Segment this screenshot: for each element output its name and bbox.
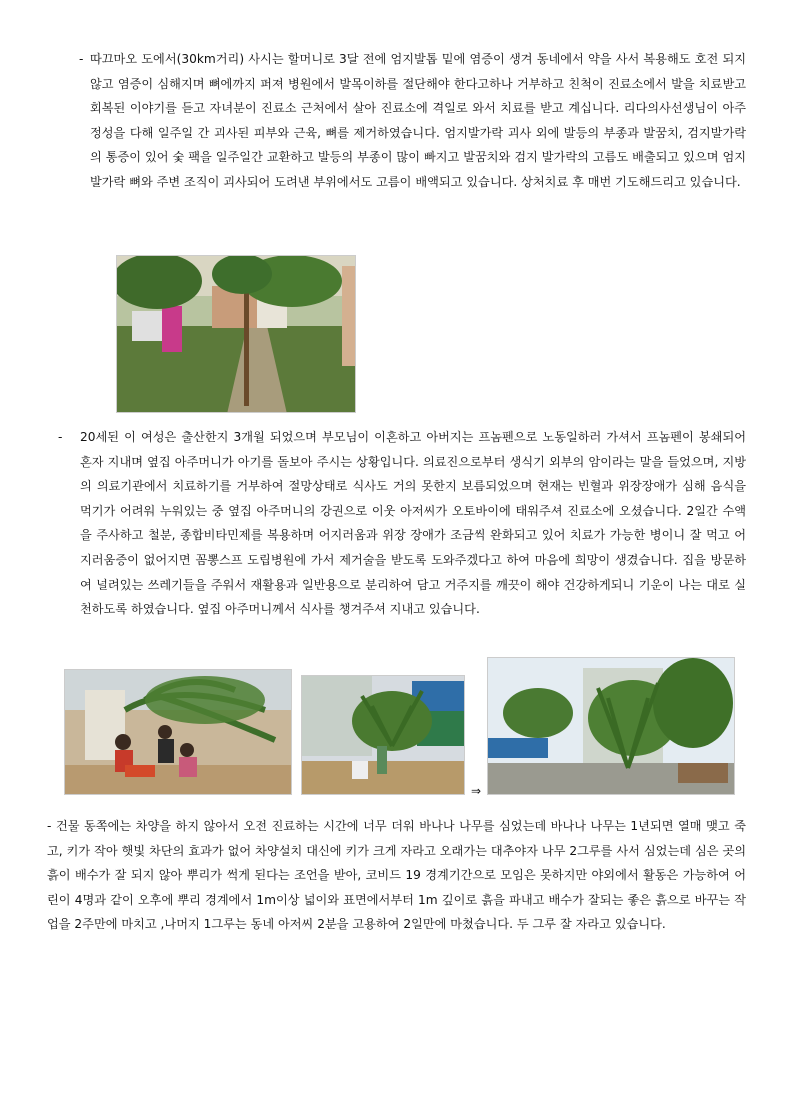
paragraph-3-text: - 건물 동쪽에는 차양을 하지 않아서 오전 진료하는 시간에 너무 더워 바나나 나무를 심었는데 바나나 나무는 1년되면 열매 맺고 죽고, 키가 작아 햇빛 차단의 효과가 없어 차양설치 대신에 키가 크게 자라고 오래가는 대추야자 나무 2그루를 사서 심었는데 심은 곳의 흙이 배수가 잘 되지 않아 뿌리가 썩게 된다는 조언을 받아, 코비드 19 경계기간으로 모임은 못하지만 야외에서 활동은 가능하여 어린이 4명과 같이 오후에 뿌리 경계에서 1m이상 넓이와 표면에서부터 1m 깊이로 흙을 파내고 배수가 잘되는 좋은 흙으로 바꾸는 작업을 2주만에 마치고 ,나머지 1그루는 동네 아저씨 2분을 고용하여 2일만에 마쳤습니다. 두 그루 잘 자라고 있습니다. [47, 819, 746, 932]
arrow-glyph: ⇒ [471, 784, 482, 798]
paragraph-3 [47, 814, 746, 937]
palm-planting-photo [301, 675, 465, 795]
grown-palms-image [488, 658, 735, 795]
list-dash: - [58, 430, 63, 444]
yard-photo [116, 255, 356, 413]
children-digging-photo [64, 669, 292, 795]
grown-palms-photo [487, 657, 735, 795]
paragraph-1-text: 따끄마오 도에서(30km거리) 사시는 할머니로 3달 전에 엄지발톱 밑에 염증이 생겨 동네에서 약을 사서 복용해도 호전 되지 않고 염증이 심해지며 뼈에까지 퍼져 병원에서 발목이하를 절단해야 한다고하나 거부하고 친척이 진료소에서 발을 치료받고 회복된 이야기를 듣고 자녀분이 진료소 근처에서 살아 진료소에 격일로 와서 치료를 받고 계십니다. 리다의사선생님이 아주 정성을 다해 일주일 간 괴사된 피부와 근육, 뼈를 제거하였습니다. 엄지발가락 괴사 외에 발등의 부종과 발꿈치, 검지발가락의 통증이 있어 숯 팩을 일주일간 교환하고 발등의 부종이 많이 빠지고 발꿈치와 검지 발가락의 고름도 배출되고 있으며 엄지발가락 뼈와 주변 조직이 괴사되어 도려낸 부위에서도 고름이 배액되고 있습니다. 상처치료 후 매번 기도해드리고 있습니다. [90, 52, 746, 189]
list-dash: - [79, 52, 84, 66]
paragraph-2 [80, 425, 746, 622]
yard-photo-image [117, 256, 356, 413]
children-digging-image [65, 670, 292, 795]
paragraph-1 [90, 47, 746, 195]
palm-planting-image [302, 676, 465, 795]
paragraph-2-text: 20세된 이 여성은 출산한지 3개월 되었으며 부모님이 이혼하고 아버지는 프놈펜으로 노동일하러 가셔서 프놈펜이 봉쇄되어 혼자 지내며 옆집 아주머니가 아기를 돌보아 주시는 상황입니다. 의료진으로부터 생식기 외부의 암이라는 말을 들었으며, 지방의 의료기관에서 치료하기를 거부하여 절망상태로 식사도 거의 못한지 보름되었으며 현재는 빈혈과 위장장애가 심해 음식을 먹기가 어려워 누워있는 중 옆집 아주머니의 강권으로 이웃 아저씨가 오토바이에 태워주셔 진료소에 오셨습니다. 2일간 수액을 주사하고 철분, 종합비타민제를 복용하며 어지러움과 위장 장애가 조금씩 완화되고 있어 치료가 가능한 병이니 잘 먹고 어지러움증이 없어지면 꼼뽕스프 도립병원에 가서 제거술을 받도록 도와주겠다고 하여 마음에 희망이 생겼습니다. 집을 방문하여 널려있는 쓰레기들을 주워서 재활용과 일반용으로 분리하여 담고 거주지를 깨끗이 해야 건강하게되니 기운이 나는 대로 실천하도록 하였습니다. 옆집 아주머니께서 식사를 챙겨주셔 지내고 있습니다. [80, 430, 746, 617]
